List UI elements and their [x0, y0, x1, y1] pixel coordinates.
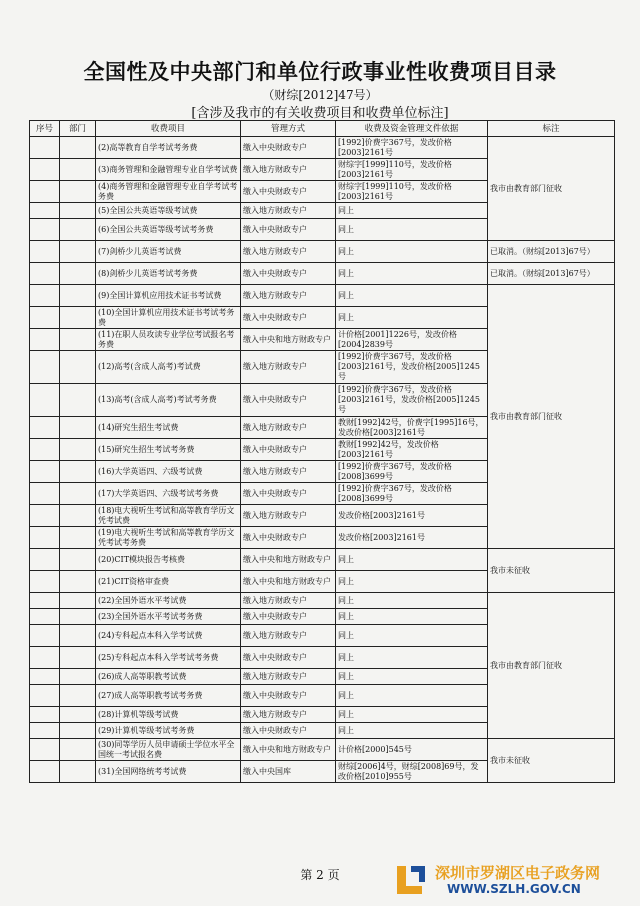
remark-cell: 我市未征收 [488, 739, 615, 783]
table-body [30, 137, 615, 783]
management-cell: 缴入中央财政专户 [241, 527, 336, 549]
basis-cell: 同上 [336, 669, 488, 685]
index-cell [30, 609, 60, 625]
management-cell: 缴入中央财政专户 [241, 685, 336, 707]
management-cell: 缴入中央财政专户 [241, 263, 336, 285]
fee-item-cell: (26)成人高等职教考试费 [96, 669, 241, 685]
department-cell [60, 203, 96, 219]
management-cell: 缴入地方财政专户 [241, 285, 336, 307]
index-cell [30, 647, 60, 669]
index-cell [30, 723, 60, 739]
department-cell [60, 329, 96, 351]
basis-cell: 同上 [336, 593, 488, 609]
fee-item-cell: (30)同等学历人员申请硕士学位水平全国统一考试报名费 [96, 739, 241, 761]
department-cell [60, 219, 96, 241]
remark-cell: 我市由教育部门征收 [488, 593, 615, 739]
fee-item-cell: (19)电大视听生考试和高等教育学历文凭考试考务费 [96, 527, 241, 549]
department-cell [60, 137, 96, 159]
basis-cell: 同上 [336, 307, 488, 329]
fee-item-cell: (17)大学英语四、六级考试考务费 [96, 483, 241, 505]
basis-cell: 同上 [336, 285, 488, 307]
department-cell [60, 739, 96, 761]
basis-cell: 同上 [336, 625, 488, 647]
logo-url: WWW.SZLH.GOV.CN [447, 882, 581, 896]
department-cell [60, 351, 96, 384]
site-logo [395, 860, 625, 902]
management-cell: 缴入中央国库 [241, 761, 336, 783]
index-cell [30, 263, 60, 285]
department-cell [60, 417, 96, 439]
basis-cell: 计价格[2001]1226号，发改价格[2004]2839号 [336, 329, 488, 351]
fee-item-cell: (2)高等教育自学考试考务费 [96, 137, 241, 159]
basis-cell: 教财[1992]42号，发改价格[2003]2161号 [336, 439, 488, 461]
fee-item-cell: (27)成人高等职教考试考务费 [96, 685, 241, 707]
index-cell [30, 137, 60, 159]
basis-cell: [1992]价费字367号，发改价格[2003]2161号 [336, 137, 488, 159]
department-cell [60, 461, 96, 483]
fee-item-cell: (24)专科起点本科入学考试费 [96, 625, 241, 647]
table-row [30, 593, 615, 609]
basis-cell: 同上 [336, 219, 488, 241]
index-cell [30, 417, 60, 439]
page-title: 全国性及中央部门和单位行政事业性收费项目目录 [83, 60, 557, 84]
header-remark: 标注 [488, 121, 615, 137]
management-cell: 缴入地方财政专户 [241, 159, 336, 181]
basis-cell: 发改价格[2003]2161号 [336, 527, 488, 549]
table-row [30, 263, 615, 285]
management-cell: 缴入中央财政专户 [241, 219, 336, 241]
remark-cell: 我市未征收 [488, 549, 615, 593]
management-cell: 缴入地方财政专户 [241, 505, 336, 527]
department-cell [60, 307, 96, 329]
table-row [30, 241, 615, 263]
index-cell [30, 625, 60, 647]
fee-item-cell: (10)全国计算机应用技术证书考试考务费 [96, 307, 241, 329]
management-cell: 缴入中央和地方财政专户 [241, 329, 336, 351]
basis-cell: 同上 [336, 647, 488, 669]
department-cell [60, 527, 96, 549]
index-cell [30, 549, 60, 571]
basis-cell: 同上 [336, 241, 488, 263]
index-cell [30, 384, 60, 417]
basis-cell: [1992]价费字367号，发改价格[2008]3699号 [336, 461, 488, 483]
fee-item-cell: (13)高考(含成人高考)考试考务费 [96, 384, 241, 417]
fee-item-cell: (6)全国公共英语等级考试考务费 [96, 219, 241, 241]
table-row [30, 549, 615, 571]
table-row [30, 739, 615, 761]
fee-item-cell: (15)研究生招生考试考务费 [96, 439, 241, 461]
basis-cell: 同上 [336, 609, 488, 625]
basis-cell: 财综字[1999]110号，发改价格[2003]2161号 [336, 159, 488, 181]
management-cell: 缴入地方财政专户 [241, 669, 336, 685]
fee-item-cell: (12)高考(含成人高考)考试费 [96, 351, 241, 384]
department-cell [60, 571, 96, 593]
header-department: 部门 [60, 121, 96, 137]
fee-item-cell: (20)CIT模块报告考核费 [96, 549, 241, 571]
department-cell [60, 263, 96, 285]
management-cell: 缴入地方财政专户 [241, 707, 336, 723]
management-cell: 缴入地方财政专户 [241, 351, 336, 384]
page-number: 第 2 页 [300, 868, 340, 882]
basis-cell: 同上 [336, 263, 488, 285]
fee-table [29, 120, 615, 783]
fee-item-cell: (11)在职人员攻读专业学位考试报名考务费 [96, 329, 241, 351]
header-basis: 收费及资金管理文件依据 [336, 121, 488, 137]
department-cell [60, 593, 96, 609]
index-cell [30, 593, 60, 609]
management-cell: 缴入中央财政专户 [241, 181, 336, 203]
header-index: 序号 [30, 121, 60, 137]
basis-cell: 财综字[1999]110号，发改价格[2003]2161号 [336, 181, 488, 203]
basis-cell: 发改价格[2003]2161号 [336, 505, 488, 527]
department-cell [60, 625, 96, 647]
fee-item-cell: (9)全国计算机应用技术证书考试费 [96, 285, 241, 307]
department-cell [60, 505, 96, 527]
department-cell [60, 647, 96, 669]
department-cell [60, 723, 96, 739]
logo-mark-icon [395, 862, 431, 898]
management-cell: 缴入地方财政专户 [241, 593, 336, 609]
index-cell [30, 285, 60, 307]
index-cell [30, 739, 60, 761]
fee-item-cell: (22)全国外语水平考试费 [96, 593, 241, 609]
management-cell: 缴入中央财政专户 [241, 307, 336, 329]
index-cell [30, 685, 60, 707]
basis-cell: 同上 [336, 707, 488, 723]
index-cell [30, 483, 60, 505]
management-cell: 缴入中央财政专户 [241, 609, 336, 625]
annotation-note: [含涉及我市的有关收费项目和收费单位标注] [191, 106, 449, 121]
remark-cell: 已取消。（财综[2013]67号） [488, 263, 615, 285]
fee-item-cell: (14)研究生招生考试费 [96, 417, 241, 439]
management-cell: 缴入中央财政专户 [241, 137, 336, 159]
management-cell: 缴入地方财政专户 [241, 417, 336, 439]
fee-item-cell: (23)全国外语水平考试考务费 [96, 609, 241, 625]
fee-item-cell: (21)CIT资格审查费 [96, 571, 241, 593]
department-cell [60, 707, 96, 723]
index-cell [30, 761, 60, 783]
management-cell: 缴入中央和地方财政专户 [241, 571, 336, 593]
fee-item-cell: (4)商务管理和金融管理专业自学考试考务费 [96, 181, 241, 203]
management-cell: 缴入中央财政专户 [241, 439, 336, 461]
basis-cell: 计价格[2000]545号 [336, 739, 488, 761]
remark-cell: 我市由教育部门征收 [488, 285, 615, 549]
basis-cell: 同上 [336, 571, 488, 593]
management-cell: 缴入中央财政专户 [241, 384, 336, 417]
management-cell: 缴入地方财政专户 [241, 625, 336, 647]
index-cell [30, 669, 60, 685]
index-cell [30, 439, 60, 461]
fee-item-cell: (7)剑桥少儿英语考试费 [96, 241, 241, 263]
management-cell: 缴入中央财政专户 [241, 647, 336, 669]
index-cell [30, 571, 60, 593]
fee-item-cell: (25)专科起点本科入学考试考务费 [96, 647, 241, 669]
logo-name: 深圳市罗湖区电子政务网 [435, 864, 601, 882]
management-cell: 缴入中央财政专户 [241, 723, 336, 739]
fee-item-cell: (29)计算机等级考试考务费 [96, 723, 241, 739]
basis-cell: 同上 [336, 685, 488, 707]
header-fee-item: 收费项目 [96, 121, 241, 137]
fee-item-cell: (5)全国公共英语等级考试费 [96, 203, 241, 219]
fee-item-cell: (18)电大视听生考试和高等教育学历文凭考试费 [96, 505, 241, 527]
basis-cell: 同上 [336, 203, 488, 219]
index-cell [30, 181, 60, 203]
fee-item-cell: (28)计算机等级考试费 [96, 707, 241, 723]
department-cell [60, 761, 96, 783]
index-cell [30, 351, 60, 384]
department-cell [60, 439, 96, 461]
index-cell [30, 241, 60, 263]
fee-item-cell: (31)全国网络统考考试费 [96, 761, 241, 783]
management-cell: 缴入中央财政专户 [241, 483, 336, 505]
management-cell: 缴入中央和地方财政专户 [241, 739, 336, 761]
index-cell [30, 203, 60, 219]
basis-cell: [1992]价费字367号，发改价格[2003]2161号，发改价格[2005]1245号 [336, 351, 488, 384]
table-row [30, 137, 615, 159]
department-cell [60, 285, 96, 307]
table-row [30, 285, 615, 307]
basis-cell: 财综[2006]4号，财综[2008]69号，发改价格[2010]955号 [336, 761, 488, 783]
management-cell: 缴入中央和地方财政专户 [241, 549, 336, 571]
department-cell [60, 669, 96, 685]
index-cell [30, 307, 60, 329]
department-cell [60, 241, 96, 263]
index-cell [30, 527, 60, 549]
management-cell: 缴入地方财政专户 [241, 461, 336, 483]
remark-cell: 已取消。（财综[2013]67号） [488, 241, 615, 263]
table-header [30, 121, 615, 137]
basis-cell: [1992]价费字367号，发改价格[2003]2161号，发改价格[2005]1245号 [336, 384, 488, 417]
index-cell [30, 159, 60, 181]
department-cell [60, 384, 96, 417]
management-cell: 缴入地方财政专户 [241, 203, 336, 219]
fee-item-cell: (3)商务管理和金融管理专业自学考试费 [96, 159, 241, 181]
basis-cell: 教财[1992]42号，价费字[1995]16号，发改价格[2003]2161号 [336, 417, 488, 439]
fee-item-cell: (8)剑桥少儿英语考试考务费 [96, 263, 241, 285]
fee-item-cell: (16)大学英语四、六级考试费 [96, 461, 241, 483]
basis-cell: [1992]价费字367号，发改价格[2008]3699号 [336, 483, 488, 505]
basis-cell: 同上 [336, 549, 488, 571]
index-cell [30, 219, 60, 241]
header-management: 管理方式 [241, 121, 336, 137]
basis-cell: 同上 [336, 723, 488, 739]
index-cell [30, 461, 60, 483]
department-cell [60, 685, 96, 707]
index-cell [30, 329, 60, 351]
department-cell [60, 181, 96, 203]
index-cell [30, 707, 60, 723]
department-cell [60, 483, 96, 505]
department-cell [60, 609, 96, 625]
department-cell [60, 549, 96, 571]
document-number: （财综[2012]47号） [262, 88, 378, 102]
index-cell [30, 505, 60, 527]
department-cell [60, 159, 96, 181]
management-cell: 缴入地方财政专户 [241, 241, 336, 263]
remark-cell: 我市由教育部门征收 [488, 137, 615, 241]
